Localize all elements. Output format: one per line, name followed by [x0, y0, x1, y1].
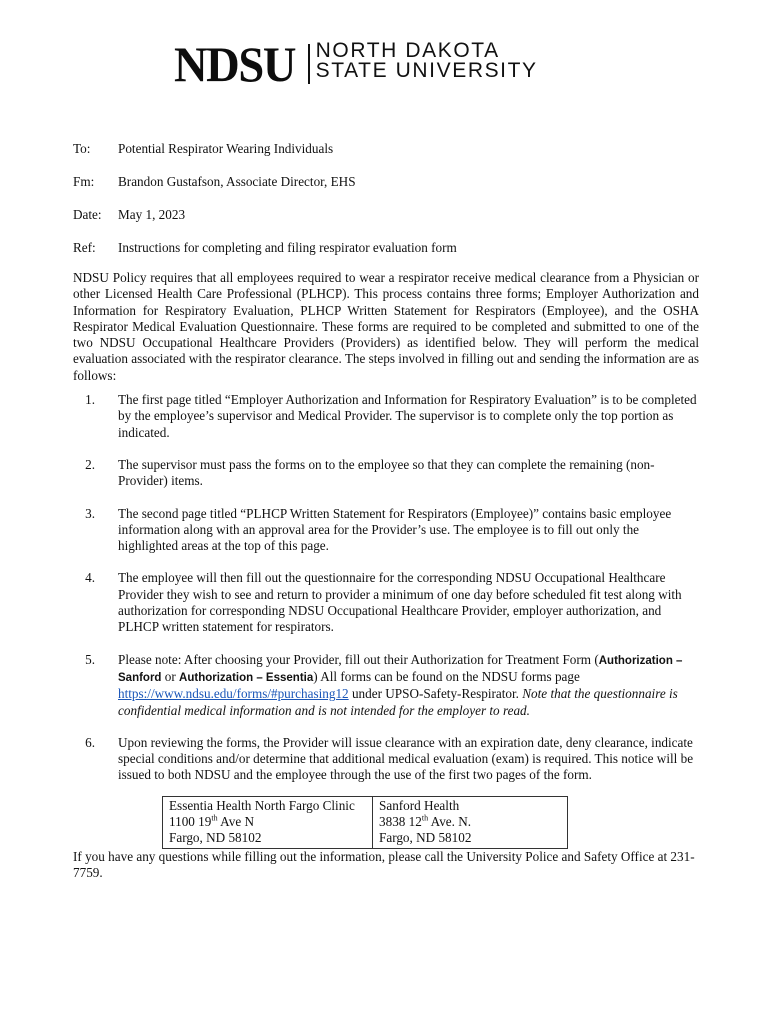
intro-paragraph: NDSU Policy requires that all employees required to wear a respirator receive medical clearance from a Physician or other Licensed Health Care Professional (PLHCP). This process contains three forms; Employer Authorization and Information for Respiratory Evaluation, PLHCP Written Statement for Respirators (Employee), and the OSHA Respirator Medical Evaluation Questionnaire. These forms are required to be completed and submitted to one of the two NDSU Occupational Healthcare Providers (Providers) as identified below. They will perform the medical evaluation associated with the respirator clearance. The steps involved in filling out and sending the information are as follows:	[73, 270, 699, 383]
provider-name: Essentia Health North Fargo Clinic	[169, 797, 355, 813]
memo-date	[73, 207, 713, 240]
providers-table	[162, 796, 568, 849]
step-5-text-or: or	[161, 668, 180, 684]
step-text: Upon reviewing the forms, the Provider will issue clearance with an expiration date, deny clearance, indicate special conditions and/or determine that additional medical evaluation (exam) is required. This notice will be issued to both NDSU and the employee through the use of the first two pages of the form.	[118, 734, 694, 783]
step-text: The first page titled “Employer Authorization and Information for Respiratory Evaluation” is to be completed by the employee’s supervisor and Medical Provider. The supervisor is to complete only the top portion as indicated.	[118, 392, 697, 440]
sanford-authorization-label: Authorization – Sanford	[118, 654, 683, 684]
logo-divider	[308, 44, 310, 84]
step-item	[73, 570, 699, 635]
step-number: 5.	[85, 651, 95, 667]
closing-paragraph: If you have any questions while filling out the information, please call the University Police and Safety Office at 231-7759.	[73, 848, 695, 880]
step-5-text-b: ) All forms can be found on the NDSU forms page	[313, 668, 580, 684]
address-number: 3838 12	[379, 814, 422, 830]
step-number: 3.	[85, 505, 95, 521]
step-item	[73, 457, 699, 490]
step-item	[73, 392, 699, 441]
ndsu-logo	[174, 36, 538, 92]
memo-ref-label: Ref:	[73, 240, 96, 255]
step-text: The second page titled “PLHCP Written Statement for Respirators (Employee)” contains basic employee information along with an approval area for the Provider’s use. The employee is to fill out only the highlighted areas at the top of this page.	[118, 505, 672, 554]
memo-from-value: Brandon Gustafson, Associate Director, EHS	[118, 174, 356, 189]
step-item	[73, 506, 699, 555]
steps-list	[73, 392, 699, 784]
memo-header	[73, 141, 713, 273]
confidentiality-note: Note that the questionnaire is confidential medical information and is not intended for the employer to read.	[118, 686, 678, 718]
memo-ref	[73, 240, 713, 273]
address-ordinal: th	[421, 813, 429, 823]
logo-wordmark	[316, 41, 538, 81]
memo-to-value: Potential Respirator Wearing Individuals	[118, 141, 334, 156]
provider-address	[169, 814, 365, 830]
address-street: Ave N	[217, 814, 254, 830]
logo-mark: NDSU	[174, 36, 296, 92]
address-number: 1100 19	[169, 814, 212, 830]
memo-to-label: To:	[73, 141, 91, 156]
memo-date-label: Date:	[73, 207, 102, 222]
step-number: 2.	[85, 456, 95, 472]
provider-sanford	[373, 796, 568, 848]
step-item	[73, 652, 699, 719]
providers-row	[163, 796, 568, 848]
provider-name: Sanford Health	[379, 797, 460, 813]
provider-city: Fargo, ND 58102	[169, 830, 262, 846]
memo-ref-value: Instructions for completing and filing respirator evaluation form	[118, 240, 457, 255]
memo-body	[73, 270, 699, 881]
step-5-text-a: Please note: After choosing your Provider, fill out their Authorization for Treatment Form (	[118, 651, 599, 667]
step-number: 1.	[85, 392, 95, 408]
step-number: 6.	[85, 734, 95, 750]
step-text: The supervisor must pass the forms on to the employee so that they can complete the remaining (non-Provider) items.	[118, 456, 655, 489]
memo-from-label: Fm:	[73, 174, 95, 189]
address-ordinal: th	[211, 813, 218, 823]
memo-to	[73, 141, 713, 174]
provider-city: Fargo, ND 58102	[379, 830, 472, 846]
step-5-text-c: under UPSO-Safety-Respirator.	[348, 686, 523, 702]
essentia-authorization-label: Authorization – Essentia	[179, 671, 314, 684]
logo-line-2: STATE UNIVERSITY	[315, 59, 538, 82]
memo-from	[73, 174, 713, 207]
ndsu-forms-link[interactable]: https://www.ndsu.edu/forms/#purchasing12	[118, 686, 349, 702]
logo-line-1: NORTH DAKOTA	[315, 39, 500, 62]
step-text	[118, 652, 699, 719]
memo-date-value: May 1, 2023	[118, 207, 186, 222]
step-item	[73, 735, 699, 784]
provider-address	[379, 814, 560, 830]
provider-essentia	[163, 796, 373, 848]
step-text: The employee will then fill out the questionnaire for the corresponding NDSU Occupational Healthcare Provider they wish to see and return to provider a minimum of one day before scheduled fit test along with authorization for corresponding NDSU Occupational Healthcare Provider, employer authorization, and PLHCP written statement for respirators.	[118, 570, 682, 635]
address-street: Ave. N.	[428, 814, 472, 830]
step-number: 4.	[85, 570, 95, 586]
